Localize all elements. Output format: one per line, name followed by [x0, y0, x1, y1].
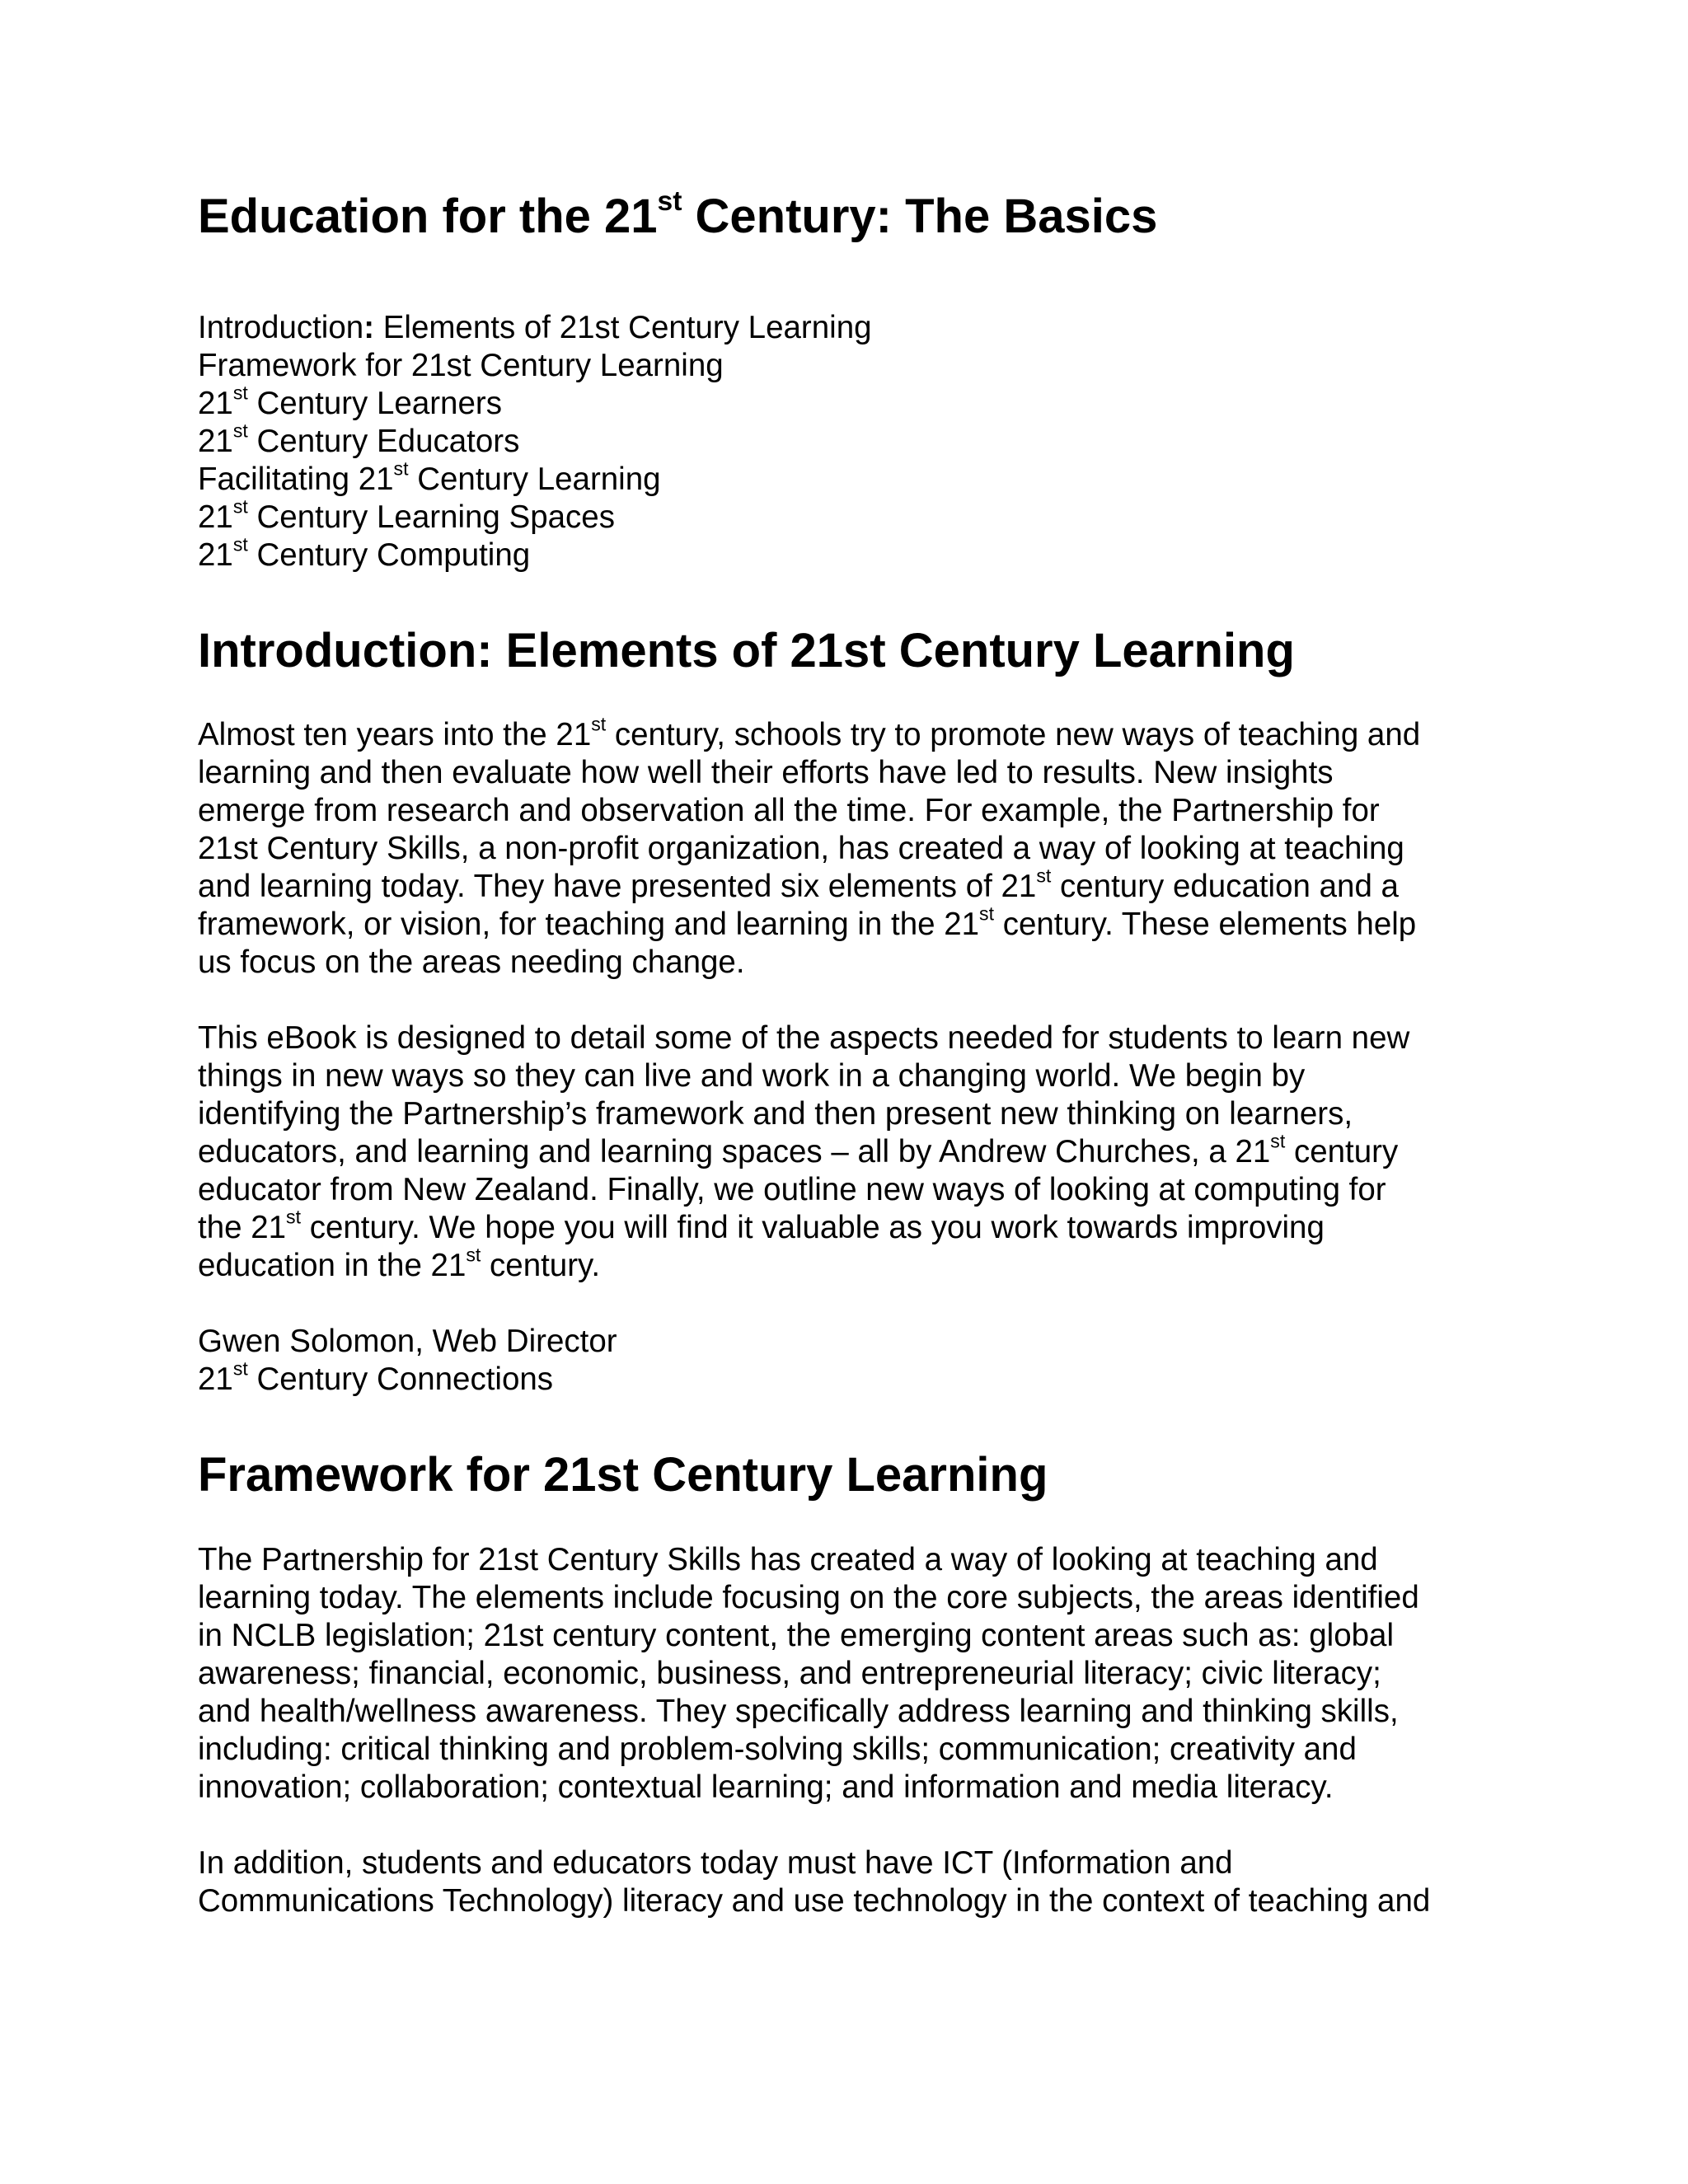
text-segment: things in new ways so they can live and work in a changing world. We begin by — [198, 1058, 1306, 1094]
superscript: st — [1270, 1131, 1286, 1153]
text-line — [198, 754, 1533, 792]
section-heading-introduction: Introduction: Elements of 21st Century Learning — [198, 623, 1295, 677]
toc-item-facilitating[interactable] — [198, 457, 1533, 499]
text-segment: innovation; collaboration; contextual learning; and information and media literacy. — [198, 1769, 1334, 1806]
signature-block — [198, 1323, 1533, 1399]
text-line — [198, 1769, 1533, 1807]
text-line — [198, 1209, 1533, 1247]
toc-item-superscript: st — [232, 533, 248, 555]
toc-item-text-end[interactable]: Century Learning — [408, 461, 661, 497]
text-segment: and health/wellness awareness. They specifically address learning and thinking skills, — [198, 1694, 1399, 1730]
text-segment: in NCLB legislation; 21st century content, the emerging content areas such as: global — [198, 1618, 1395, 1654]
text-line — [198, 1095, 1533, 1133]
toc-item-text-end[interactable]: Elements of 21st Century Learning — [374, 309, 872, 345]
text-line — [198, 903, 1533, 944]
text-segment: and learning today. They have presented six elements of 21 — [198, 869, 1037, 905]
text-segment: emerge from research and observation all the time. For example, the Partnership for — [198, 793, 1380, 829]
toc-item-text-end[interactable]: Century Learners — [247, 385, 502, 421]
text-segment: us focus on the areas needing change. — [198, 944, 745, 981]
text-segment: 21st Century Skills, a non-profit organization, has created a way of looking at teaching — [198, 831, 1404, 867]
superscript: st — [979, 903, 995, 926]
toc-item-learning-spaces[interactable] — [198, 495, 1533, 537]
text-line — [198, 792, 1533, 830]
section-heading-framework: Framework for 21st Century Learning — [198, 1448, 1048, 1502]
toc-item-text[interactable]: 21 — [198, 499, 233, 535]
toc-item-introduction[interactable] — [198, 309, 1533, 347]
text-segment: awareness; financial, economic, business, and entrepreneurial literacy; civic literacy; — [198, 1656, 1381, 1692]
text-segment: century. — [481, 1248, 601, 1284]
toc-item-learners[interactable] — [198, 382, 1533, 423]
toc-item-computing[interactable] — [198, 533, 1533, 574]
text-segment: century, schools try to promote new ways of teaching and — [606, 717, 1421, 753]
text-line — [198, 1731, 1533, 1769]
text-segment: learning today. The elements include focusing on the core subjects, the areas identified — [198, 1580, 1419, 1616]
text-line — [198, 1882, 1533, 1920]
text-line — [198, 1579, 1533, 1617]
toc-item-text[interactable]: Facilitating 21 — [198, 461, 394, 497]
text-line — [198, 944, 1533, 982]
toc-item-text[interactable]: 21 — [198, 423, 233, 459]
superscript: st — [591, 714, 607, 736]
text-segment: Gwen Solomon, Web Director — [198, 1324, 617, 1360]
text-segment: Almost ten years into the 21 — [198, 717, 592, 753]
text-line — [198, 1655, 1533, 1693]
toc-item-text-end[interactable]: Century Computing — [247, 537, 531, 573]
toc-item-superscript: st — [232, 419, 248, 442]
text-segment: In addition, students and educators today must have ICT (Information and — [198, 1845, 1233, 1882]
superscript: st — [232, 1358, 248, 1380]
text-segment: 21 — [198, 1361, 233, 1398]
text-segment: including: critical thinking and problem-solving skills; communication; creativity and — [198, 1732, 1357, 1768]
text-line — [198, 865, 1533, 906]
text-line — [198, 1617, 1533, 1655]
superscript: st — [286, 1207, 302, 1229]
text-segment: century education and a — [1051, 869, 1399, 905]
text-line — [198, 1844, 1533, 1882]
text-segment: identifying the Partnership’s framework and then present new thinking on learners, — [198, 1096, 1353, 1132]
text-line — [198, 830, 1533, 868]
text-segment: The Partnership for 21st Century Skills has created a way of looking at teaching and — [198, 1542, 1378, 1578]
text-segment: framework, or vision, for teaching and learning in the 21 — [198, 907, 980, 943]
text-segment: century. We hope you will find it valuable as you work towards improving — [301, 1210, 1325, 1246]
document-page — [198, 186, 1533, 1920]
text-line — [198, 1693, 1533, 1731]
title-superscript: st — [657, 186, 682, 218]
text-segment: Century Connections — [247, 1361, 554, 1398]
toc-item-superscript: st — [232, 495, 248, 518]
text-line — [198, 1057, 1533, 1095]
text-segment: century — [1285, 1134, 1399, 1170]
text-line — [198, 1358, 1533, 1399]
toc-item-framework[interactable] — [198, 347, 1533, 385]
toc-item-text-end[interactable]: Century Educators — [247, 423, 520, 459]
text-segment: educators, and learning and learning spaces – all by Andrew Churches, a 21 — [198, 1134, 1271, 1170]
title-text-end: Century: The Basics — [682, 190, 1158, 243]
text-line — [198, 1541, 1533, 1579]
toc-item-text[interactable]: 21 — [198, 537, 233, 573]
text-segment: Communications Technology) literacy and use technology in the context of teaching and — [198, 1883, 1431, 1919]
framework-paragraph-1 — [198, 1541, 1533, 1807]
text-segment: educator from New Zealand. Finally, we outline new ways of looking at computing for — [198, 1172, 1386, 1208]
toc-item-colon: : — [363, 309, 375, 345]
intro-paragraph-1 — [198, 716, 1533, 982]
superscript: st — [1036, 865, 1052, 888]
title-text: Education for the 21 — [198, 190, 658, 243]
intro-paragraph-2 — [198, 1019, 1533, 1285]
text-line — [198, 1019, 1533, 1057]
toc-item-text-end[interactable]: Century Learning Spaces — [247, 499, 615, 535]
text-segment: the 21 — [198, 1210, 287, 1246]
toc-item-superscript: st — [232, 382, 248, 404]
document-title — [198, 186, 1533, 245]
toc-item-superscript: st — [393, 457, 409, 480]
text-segment: learning and then evaluate how well their efforts have led to results. New insights — [198, 755, 1334, 791]
framework-paragraph-2 — [198, 1844, 1533, 1920]
text-segment: This eBook is designed to detail some of the aspects needed for students to learn new — [198, 1020, 1410, 1057]
text-line — [198, 1244, 1533, 1285]
text-line — [198, 1133, 1533, 1171]
toc-item-educators[interactable] — [198, 419, 1533, 461]
superscript: st — [466, 1244, 481, 1267]
table-of-contents — [198, 309, 1533, 574]
toc-item-text[interactable]: Introduction — [198, 309, 364, 345]
text-line — [198, 1171, 1533, 1209]
toc-item-text[interactable]: 21 — [198, 385, 233, 421]
text-segment: education in the 21 — [198, 1248, 467, 1284]
toc-item-text[interactable]: Framework for 21st Century Learning — [198, 347, 724, 383]
text-line — [198, 1323, 1533, 1361]
text-line — [198, 716, 1533, 754]
text-segment: century. These elements help — [994, 907, 1417, 943]
